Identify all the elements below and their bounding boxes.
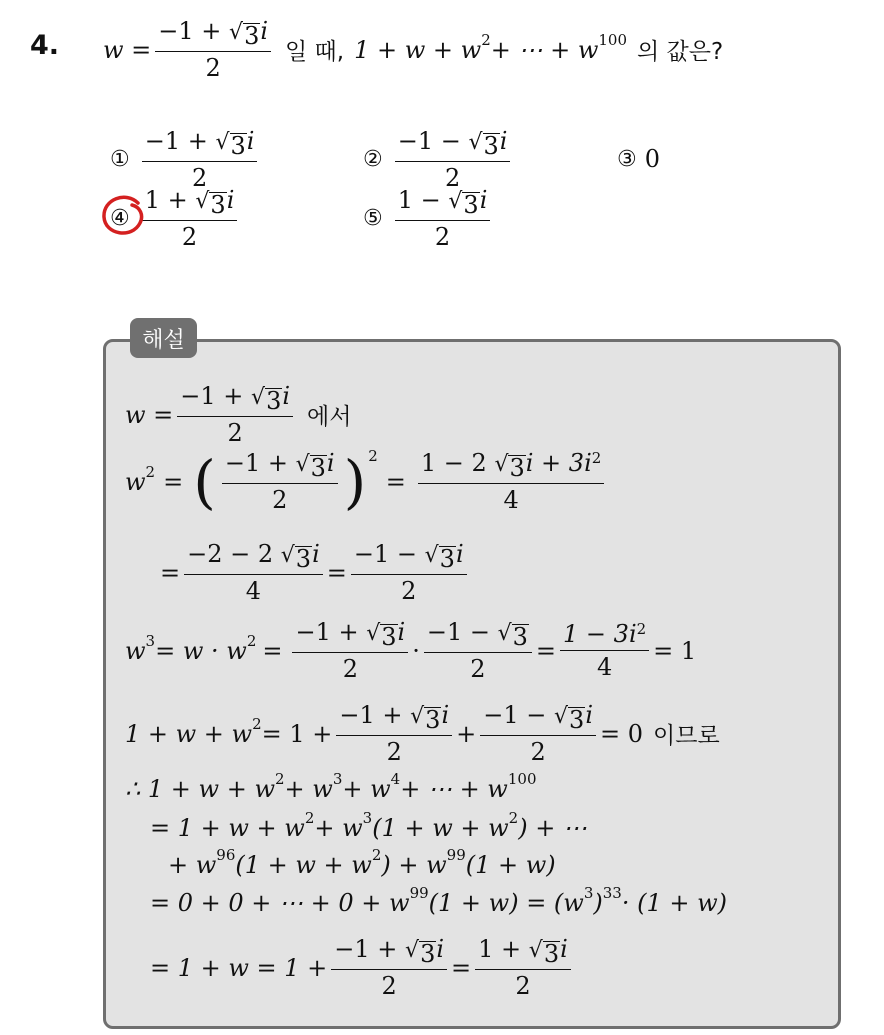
option-3[interactable]: ③ 0 — [617, 145, 661, 173]
w-def-lhs: w = — [103, 35, 152, 64]
option-4[interactable]: ④ 1 + √ 3 i 2 — [110, 187, 241, 250]
question-statement: w = −1 + √ 3 i 2 일 때, 1 + w + w 2 + ⋯ + w 100 의 값은? — [103, 17, 724, 82]
option-5[interactable]: ⑤ 1 − √ 3 i 2 — [363, 187, 494, 250]
ask-text: 의 값은? — [637, 39, 724, 66]
answer-circle-mark — [100, 193, 148, 241]
series-start: 1 + w + w — [354, 35, 482, 64]
solution-line-3: = −2 − 2 √ 3 i 4 = −1 − √ 3 i 2 — [160, 541, 471, 604]
option-1[interactable]: ① −1 + √ 3 i 2 — [110, 128, 261, 191]
solution-line-7: = 1 + w + w 2 + w 3 (1 + w + w 2 ) + ⋯ — [150, 809, 587, 842]
solution-line-1: w = −1 + √ 3 i 2 에서 — [125, 382, 352, 447]
solution-line-5: 1 + w + w 2 = 1 + −1 + √ 3 i 2 + −1 − √ 3 i 2 = 0 이므로 — [125, 701, 720, 766]
w-fraction: −1 + √ 3 i 2 — [155, 18, 271, 81]
solution-line-6: ∴ 1 + w + w 2 + w 3 + w 4 + ⋯ + w 100 — [125, 770, 537, 803]
solution-line-2: w 2 = ( −1 + √ 3 i 2 ) 2 = 1 − 2 √ 3 $i + 3i^2$ 4 — [125, 450, 608, 513]
solution-line-9: = 0 + 0 + ⋯ + 0 + w 99 (1 + w) = (w 3 ) 33 · (1 + w) — [150, 884, 728, 917]
condition-text: 일 때, — [285, 39, 345, 66]
solution-line-10: = 1 + w = 1 + −1 + √ 3 i 2 = 1 + √ 3 i 2 — [150, 936, 575, 999]
solution-line-4: w 3 = w · w 2 = −1 + √ 3 i 2 · −1 − √ 3 2 = $\frac{1 - 3i^2}{4}$ = 1 — [125, 618, 697, 683]
question-number: 4. — [30, 30, 60, 61]
option-2[interactable]: ② −1 − √ 3 i 2 — [363, 128, 514, 191]
solution-line-8: + w 96 (1 + w + w 2 ) + w 99 (1 + w) — [168, 846, 556, 879]
solution-badge: 해설 — [130, 318, 197, 358]
